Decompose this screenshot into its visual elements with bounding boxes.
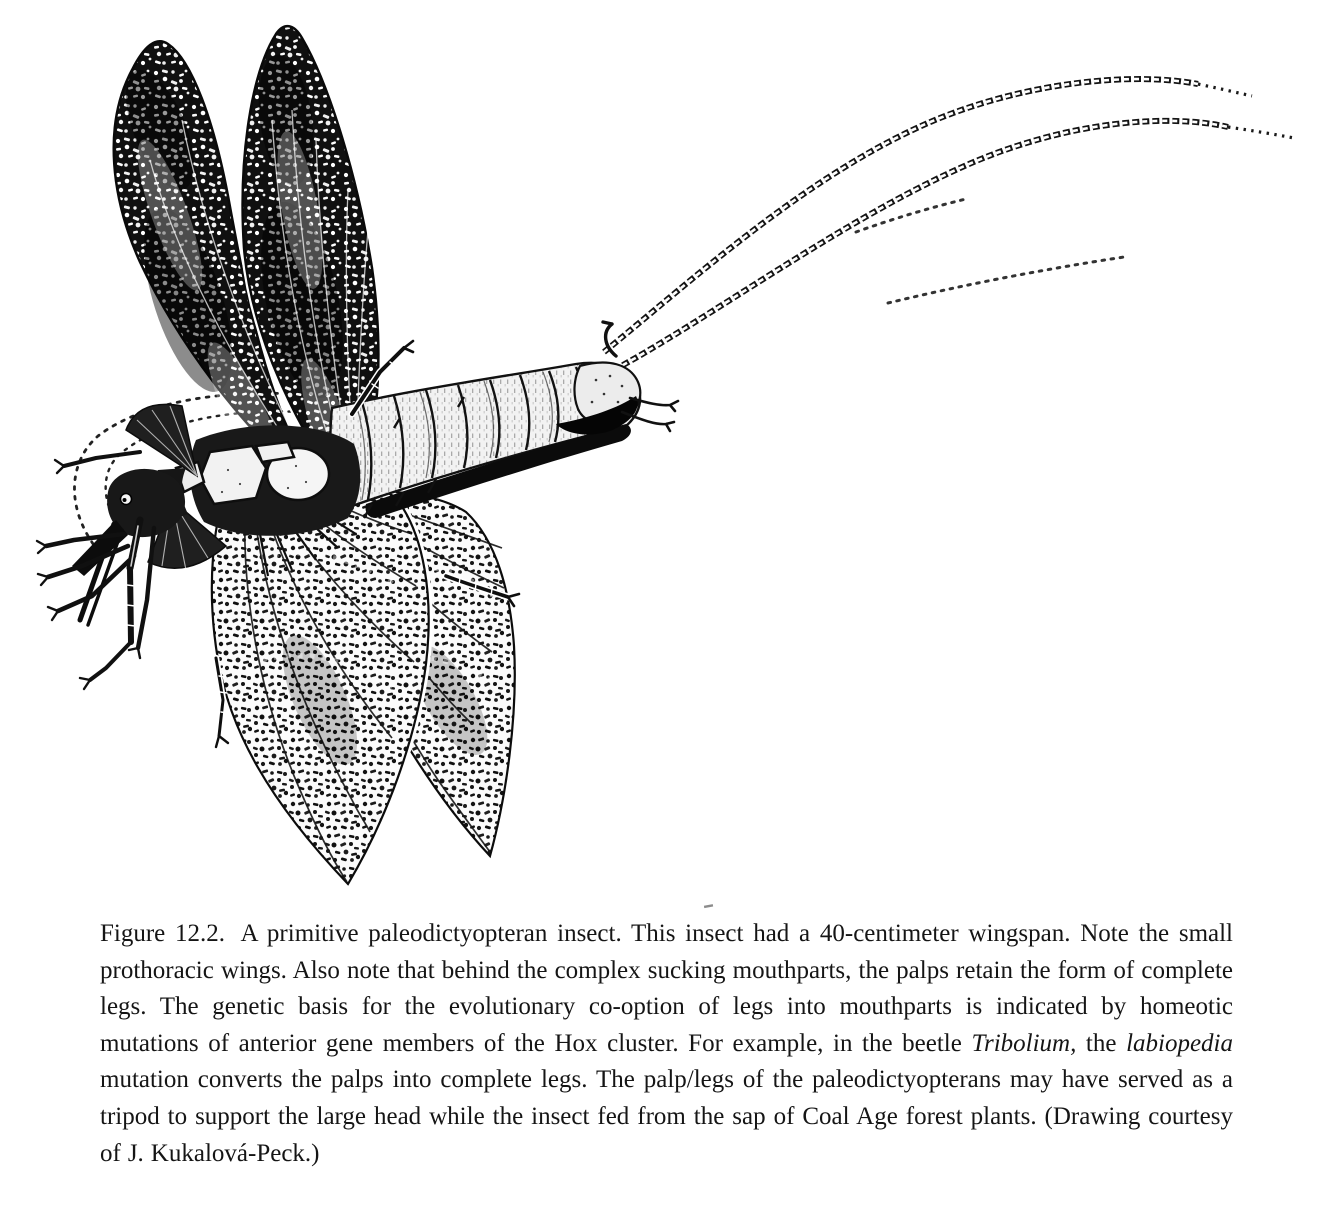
caption-italic-labiopedia: labiopedia [1126,1029,1233,1057]
abdomen [330,322,678,518]
prothoracic-winglet-upper [126,404,197,476]
caption-text-3: mutation converts the palps into complete legs. The palp/legs of the paleodictyopterans may have served as a tripod to support the large head while the insect fed from the sap of Coal Age forest plants. (Drawing courtesy of J. Kukalová-Peck.) [100,1066,1233,1167]
caption-text-1: A primitive paleodictyopteran insect. This insect had a 40-centimeter wingspan. Note the small prothoracic wings. Also note that behind the complex sucking mouthparts, the palps retain the form of complete legs. The genetic basis for the evolutionary co-option of legs into mouthparts is indicated by homeotic mutations of anterior gene members of the Hox cluster. For example, in the beetle [100,920,1233,1057]
figure-caption [100,916,1233,1172]
dotted-guide-lines [856,199,1124,303]
cerci [604,79,1294,370]
palp-leg-2 [38,546,128,585]
caption-italic-tribolium: Tribolium, [971,1029,1077,1057]
thorax [176,425,360,535]
caption-text-2: the [1076,1029,1127,1057]
eye-pupil [123,498,127,502]
cercus-lower [614,121,1294,370]
foreleg-upper [55,452,140,473]
stray-ink-mark [704,904,713,908]
figure-caption-label: Figure 12.2. [100,920,226,947]
